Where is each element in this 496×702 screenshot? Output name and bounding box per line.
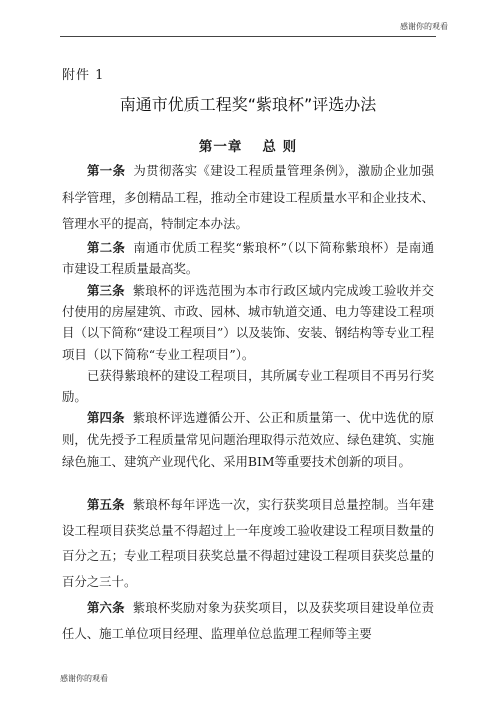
document-title: 南通市优质工程奖“紫琅杯”评选办法 [119, 95, 377, 114]
header-rule [60, 36, 436, 37]
article-1 [62, 158, 434, 238]
article-text: 紫琅杯奖励对象为获奖项目，以及获奖项目建设单位责任人、施工单位项目经理、监理单位总监理工程师等主要 [62, 600, 435, 641]
article-label: 第四条 [87, 410, 125, 425]
chapter-number: 第一章 [198, 139, 243, 155]
article-label: 第六条 [87, 600, 125, 615]
article-label: 第一条 [87, 163, 126, 178]
article-text: 紫琅杯的评选范围为本市行政区域内完成竣工验收并交付使用的房屋建筑、市政、园林、城市轨道交通、电力等建设工程项目（以下简称“建设工程项目”）以及装饰、安装、钢结构等专业工程项目（以下简称“专业工程项目”）。 [62, 283, 435, 362]
article-5 [62, 492, 434, 594]
article-3 [62, 280, 434, 365]
article-label: 第五条 [87, 497, 125, 512]
page-header-note: 感谢你的观看 [400, 22, 448, 31]
article-text: 为贯彻落实《建设工程质量管理条例》，激励企业加强科学管理，多创精品工程，推动全市建设工程质量水平和企业技术、管理水平的提高，特制定本办法。 [62, 163, 434, 231]
article-2 [62, 237, 434, 279]
article-text: 南通市优质工程奖“紫琅杯”（以下简称紫琅杯）是南通市建设工程质量最高奖。 [62, 240, 435, 277]
chapter-name: 总 则 [262, 139, 298, 155]
page-footer-note: 感谢你的观看 [60, 674, 108, 683]
article-label: 第三条 [87, 283, 125, 298]
article-6 [62, 595, 434, 646]
article-text: 紫琅杯每年评选一次，实行获奖项目总量控制。当年建设工程项目获奖总量不得超过上一年度竣工验收建设工程项目数量的百分之五；专业工程项目获奖总量不得超过建设工程项目获奖总量的百分之三十。 [62, 497, 435, 589]
chapter-heading [0, 135, 496, 155]
attachment-label: 附件 1 [62, 68, 105, 83]
article-text: 紫琅杯评选遵循公开、公正和质量第一、优中选优的原则，优先授予工程质量常见问题治理取得示范效应、绿色建筑、实施绿色施工、建筑产业现代化、采用BIM等重要技术创新的项目。 [62, 410, 435, 469]
article-4 [62, 407, 434, 472]
article-label: 第二条 [87, 240, 126, 255]
article-3-note [62, 365, 434, 407]
article-text: 已获得紫琅杯的建设工程项目，其所属专业工程项目不再另行奖励。 [62, 368, 434, 405]
